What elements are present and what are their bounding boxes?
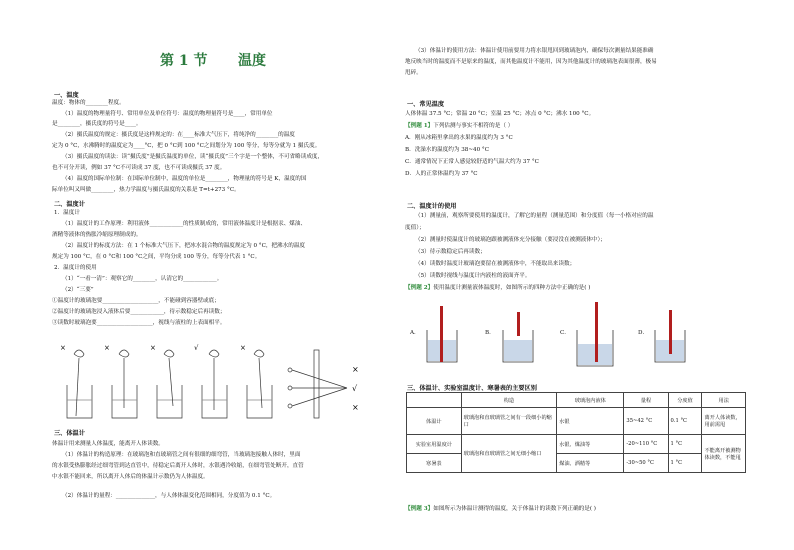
- text-line: （1）温度的物理量符号、常用单位及单位符号：温度的物理量符号是____，常用单位: [62, 111, 273, 117]
- option-a: A．刚从冰箱里拿出的水果的温度约为 3 °C: [405, 135, 513, 141]
- text-line: （3）体温计的使用方法：体温计使用前要用力将水银甩回到玻璃泡内，确保每次测量结果能准确: [415, 48, 654, 54]
- heading-thermometer: 二、温度计: [54, 201, 85, 208]
- mark-6: ×: [352, 365, 359, 374]
- text-line: 际单位叫又叫做________，热力学温度与摄氏温度的关系是 T=t+273 °C。: [52, 187, 240, 193]
- text-line: （1）体温计的构造原理：在玻璃泡和直玻璃管之间有很细的细弯管，当玻璃泡接触人体时，里面: [62, 452, 301, 458]
- heading-usage: 二、温度计的使用: [407, 203, 457, 210]
- mark-4: √: [194, 344, 199, 352]
- text-line: （4）温度的国际单位制：在国际单位制中，温度的单位是________，物理量的符号是 K，温度的国: [62, 176, 307, 182]
- example-1-text: 下列估测与事实不相符的是（ ）: [433, 123, 514, 129]
- table-header: 用法: [702, 393, 746, 408]
- table-cell: 离开人体读数，用前需甩: [702, 408, 746, 435]
- table-cell: 1 °C: [668, 435, 702, 454]
- text-line: 酒精等液体的热胀冷缩原理制成的。: [52, 232, 142, 238]
- text-line: （1）温度计的工作原理：利用液体____________的性质制成的，常用液体温度计是根据汞、煤油、: [62, 221, 307, 227]
- table-header: 玻璃泡内液体: [557, 393, 624, 408]
- table-cell: 煤油、酒精等: [557, 454, 624, 473]
- text-line: （3）摄氏温度的读法：读“摄氏度”是摄氏温度的单位，读“摄氏度”三个字是一个整体，不可省略读成度，: [62, 154, 324, 160]
- text-line: 度值）；: [405, 225, 425, 231]
- thermometer-usage-diagram: [52, 330, 382, 425]
- table-cell: 玻璃泡和直玻璃管之间无细小缩口: [461, 435, 557, 473]
- option-b: B．洗澡水的温度约为 38~40 °C: [405, 147, 490, 153]
- text-line: （2）温度计的标度方法：在 1 个标准大气压下，把冰水混合物的温度规定为 0 °C，把沸水的温度: [62, 243, 306, 249]
- text-line: 规定为 100 °C，在 0 °C和 100 °C之间，平均分成 100 等分，每等分代表 1 °C。: [52, 254, 261, 260]
- example-2-text: 使用温度计测量液体温度时，如图所示的四种方法中正确的是( ): [433, 285, 591, 291]
- table-header-row: [407, 393, 746, 408]
- text-line: 体温计用来测量人体温度，能离开人体读数。: [52, 441, 164, 447]
- table-cell: 实验室用温度计: [407, 435, 462, 454]
- table-header: [407, 393, 462, 408]
- text-line: 是________，摄氏度的符号是____。: [52, 121, 142, 127]
- table-header: 量程: [624, 393, 668, 408]
- table-cell: 玻璃泡和直玻璃管之间有一段细小的缩口: [461, 408, 557, 435]
- table-cell: 0.1 °C: [668, 408, 702, 435]
- text-line: ③读数时玻璃泡要____________________，视线与液柱的上表面相平。: [52, 320, 226, 326]
- mark-2: ×: [104, 344, 110, 352]
- table-cell: 水银: [557, 408, 624, 435]
- mark-7: √: [352, 384, 358, 393]
- table-cell: -20~110 °C: [624, 435, 668, 454]
- text-line: 地反映当时的温度而不是原来的温度，而其他温度计不能用，因为其他温度计的玻璃泡表面很薄，极易: [405, 59, 657, 65]
- option-c: C．通常情况下正常人感觉较舒适的气温大约为 37 °C: [405, 159, 539, 165]
- option-d: D．人的正常体温约为 37 °C: [405, 171, 478, 177]
- text-line: 甩碎。: [405, 70, 422, 76]
- text-line: 1．温度计: [54, 210, 80, 216]
- heading-clinical-thermometer: 三、体温计: [54, 430, 85, 437]
- section-number: 第 1 节: [160, 53, 208, 69]
- example-1-tag: 【例题 1】: [405, 123, 434, 129]
- mark-8: ×: [352, 403, 359, 412]
- example-3-question: [405, 506, 596, 513]
- heading-temperature: 一、温度: [54, 92, 79, 99]
- text-line: （2）“三要”: [62, 287, 94, 293]
- text-line: （5）读数时视线与温度计内液柱的液面齐平。: [415, 273, 531, 279]
- table-cell: 不能离开被测物体读数，不能甩: [702, 435, 746, 473]
- mark-3: ×: [150, 344, 156, 352]
- heading-comparison: 三、体温计、实验室温度计、寒暑表的主要区别: [407, 385, 537, 392]
- table-header: 构造: [461, 393, 557, 408]
- example-1-question: [405, 123, 513, 130]
- text-line: （1）“一看一清”：观察它的________，认清它的____________。: [62, 276, 223, 282]
- text-line: ①温度计的玻璃泡要____________________，不能碰到容器壁或底；: [52, 298, 220, 304]
- example-2-tag: 【例题 2】: [405, 285, 434, 291]
- text-line: （1）测量前，观察所要使用的温度计，了解它的量程（测量范围）和分度值（每一小格对应的温: [415, 213, 654, 219]
- text-line: 温度：物体的________程度。: [52, 100, 125, 106]
- table-cell: 寒暑表: [407, 454, 462, 473]
- section-topic: 温度: [238, 53, 266, 69]
- text-line: 人体体温 37.5 °C；常温 20 °C；室温 25 °C；冰点 0 °C；沸水 100 °C。: [405, 111, 595, 117]
- option-b-label: B．: [485, 330, 495, 336]
- beaker-options-diagram: [405, 300, 750, 370]
- table-cell: -30~50 °C: [624, 454, 668, 473]
- table-cell: 体温计: [407, 408, 462, 435]
- example-3-tag: 【例题 3】: [405, 506, 434, 512]
- example-3-text: 如图所示为体温计测得的温度，关于体温计的读数下列正确的是( ): [433, 506, 596, 512]
- option-a-label: A．: [410, 330, 420, 336]
- table-header: 分度值: [668, 393, 702, 408]
- text-line: （2）体温计的量程：______________，与人体体温变化范围相同，分度值为 0.1 °C。: [62, 493, 276, 499]
- text-line: 中水银不能回来，所以离开人体后的体温计示数仍为人体温度。: [52, 474, 209, 480]
- table-cell: 水银、煤油等: [557, 435, 624, 454]
- option-c-label: C．: [560, 330, 570, 336]
- mark-5: ×: [240, 344, 246, 352]
- table-cell: 35~42 °C: [624, 408, 668, 435]
- table-row: [407, 408, 746, 435]
- text-line: ②温度计的玻璃泡浸入液体后要____________，待示数稳定后再读数；: [52, 309, 226, 315]
- mark-1: ×: [60, 344, 66, 352]
- text-line: 的水银受热膨胀经过细弯管到达直管中，待稳定后离开人体时，水银遇冷收缩，在细弯管处断开，直管: [52, 463, 304, 469]
- table-row: [407, 454, 746, 473]
- text-line: 2．温度计的使用: [54, 265, 97, 271]
- table-cell: 1 °C: [668, 454, 702, 473]
- comparison-table: [406, 392, 746, 473]
- text-line: 也不可分开读，例如 37 °C不可读成 37 度，也不可读成摄氏 37 度。: [52, 165, 226, 171]
- example-2-question: [405, 285, 590, 292]
- table-row: [407, 435, 746, 454]
- text-line: （3）待示数稳定后再读数；: [415, 249, 486, 255]
- option-d-label: D．: [638, 330, 649, 336]
- text-line: （4）读数时温度计玻璃泡要留在被测液体中，不能取出来读数；: [415, 261, 576, 267]
- text-line: （2）摄氏温度的规定：摄氏度是这样规定的：在____标准大气压下，将纯净的________的温度: [62, 132, 295, 138]
- heading-common-temps: 一、常见温度: [407, 101, 445, 108]
- text-line: （2）测量时使温度计的玻璃泡跟被测液体充分接触（要浸没在被测液体中）；: [415, 237, 606, 243]
- text-line: 定为 0 °C，水沸腾时的温度定为____°C，把 0 °C到 100 °C之间划分为 100 等分，每等分就为 1 摄氏度。: [52, 143, 321, 149]
